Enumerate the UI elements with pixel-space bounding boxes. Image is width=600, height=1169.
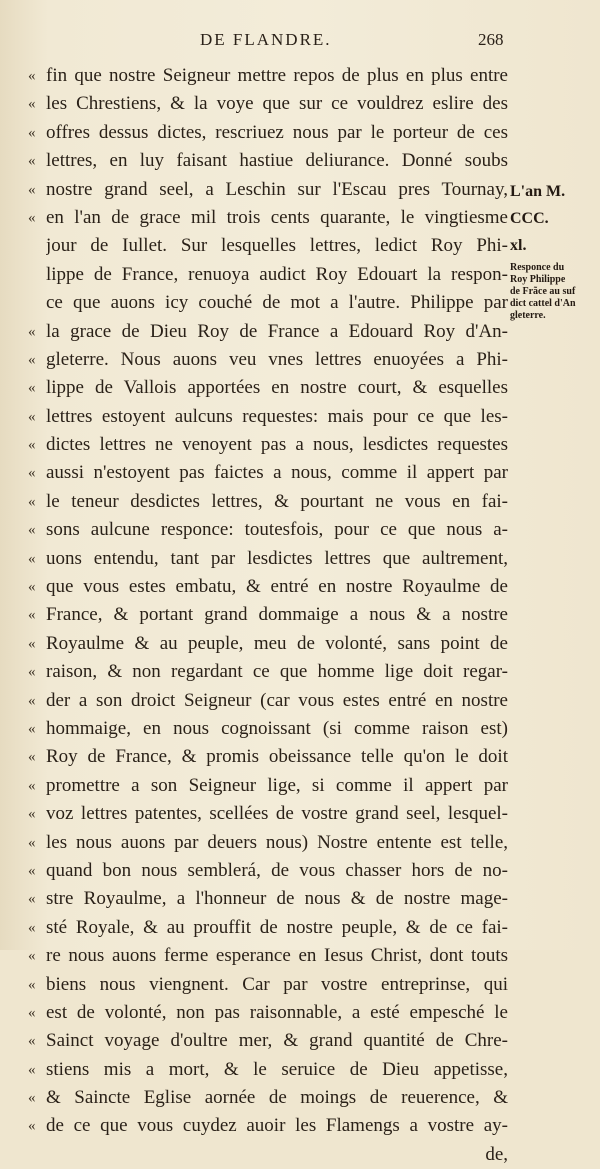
margin-date-line: L'an M.: [510, 183, 566, 200]
line-text: sons aulcune responce: toutesfois, pour ce que nous a-: [46, 519, 508, 541]
quotation-mark: «: [28, 976, 36, 993]
text-line: [28, 374, 508, 402]
line-text: raison, & non regardant ce que homme lige doit regar-: [46, 661, 508, 683]
line-text: sté Royale, & au prouffit de nostre peuple, & de ce fai-: [46, 916, 508, 938]
quotation-mark: «: [28, 153, 36, 170]
line-text: nostre grand seel, a Leschin sur l'Escau pres Tournay,: [46, 178, 508, 200]
text-line: [28, 715, 508, 743]
line-text: quand bon nous semblerá, de vous chasser hors de no-: [46, 859, 508, 881]
text-line: [28, 829, 508, 857]
quotation-mark: «: [28, 124, 36, 141]
quotation-mark: «: [28, 919, 36, 936]
line-text: lettres, en luy faisant hastiue deliurance. Donné soubs: [46, 150, 508, 172]
line-text: de,: [485, 1143, 508, 1165]
text-line: [28, 261, 508, 289]
line-text: Royaulme & au peuple, meu de volonté, sans point de: [46, 632, 508, 654]
line-text: Sainct voyage d'oultre mer, & grand quantité de Chre-: [46, 1030, 508, 1052]
text-line: [28, 62, 508, 90]
text-line: [28, 459, 508, 487]
quotation-mark: «: [28, 351, 36, 368]
quotation-mark: «: [28, 891, 36, 908]
line-text: gleterre. Nous auons veu vnes lettres enuoyées a Phi-: [46, 348, 508, 370]
line-text: der a son droict Seigneur (car vous estes entré en nostre: [46, 689, 508, 711]
line-text: dictes lettres ne venoyent pas a nous, lesdictes requestes: [46, 434, 508, 456]
line-text: hommaige, en nous cognoissant (si comme raison est): [46, 717, 508, 739]
quotation-mark: «: [28, 607, 36, 624]
text-line: [28, 1056, 508, 1084]
text-line: [28, 431, 508, 459]
margin-note-line: Responce du: [510, 262, 565, 273]
text-line: [28, 743, 508, 771]
running-title: DE FLANDRE.: [200, 30, 332, 49]
margin-note-line: gleterre.: [510, 310, 546, 321]
text-line: [28, 1027, 508, 1055]
line-text: jour de Iullet. Sur lesquelles lettres, ledict Roy Phi-: [46, 235, 508, 257]
quotation-mark: «: [28, 493, 36, 510]
text-line: [28, 176, 508, 204]
quotation-mark: «: [28, 806, 36, 823]
line-text: les Chrestiens, & la voye que sur ce vouldrez eslire des: [46, 93, 508, 115]
quotation-mark: «: [28, 777, 36, 794]
text-line: [28, 630, 508, 658]
line-text: la grace de Dieu Roy de France a Edouard Roy d'An-: [46, 320, 508, 342]
margin-date-line: xl.: [510, 237, 527, 254]
body-text: [28, 62, 508, 1169]
page-number: 268: [478, 30, 504, 49]
line-text: promettre a son Seigneur lige, si comme il appert par: [46, 774, 508, 796]
quotation-mark: «: [28, 437, 36, 454]
text-line: [28, 885, 508, 913]
quotation-mark: «: [28, 948, 36, 965]
line-text: en l'an de grace mil trois cents quarante, le vingtiesme: [46, 206, 508, 228]
line-text: le teneur desdictes lettres, & pourtant ne vous en fai-: [46, 490, 508, 512]
quotation-mark: «: [28, 96, 36, 113]
text-line: [28, 971, 508, 999]
text-line: [28, 942, 508, 970]
line-text: est de volonté, non pas raisonnable, a esté empesché le: [46, 1001, 508, 1023]
text-line: [28, 545, 508, 573]
line-text: fin que nostre Seigneur mettre repos de plus en plus entre: [46, 65, 508, 86]
quotation-mark: «: [28, 1118, 36, 1135]
quotation-mark: «: [28, 664, 36, 681]
margin-date-line: CCC.: [510, 210, 549, 227]
line-text: aussi n'estoyent pas faictes a nous, comme il appert par: [46, 462, 508, 484]
quotation-mark: «: [28, 834, 36, 851]
text-line: [28, 1084, 508, 1112]
quotation-mark: «: [28, 465, 36, 482]
text-line: [28, 119, 508, 147]
marginal-date-note: [510, 178, 600, 259]
text-line: [28, 573, 508, 601]
margin-note-line: Roy Philippe: [510, 274, 566, 285]
quotation-mark: «: [28, 323, 36, 340]
quotation-mark: «: [28, 68, 36, 84]
margin-note-line: dict cattel d'An: [510, 298, 576, 309]
line-text: re nous auons ferme esperance en Iesus Christ, dont touts: [46, 945, 508, 967]
quotation-mark: «: [28, 1061, 36, 1078]
line-text: voz lettres patentes, scellées de vostre grand seel, lesquel-: [46, 803, 508, 825]
text-line: [28, 232, 508, 260]
quotation-mark: «: [28, 380, 36, 397]
line-text: uons entendu, tant par lesdictes lettres que aultrement,: [46, 547, 508, 569]
line-text: & Saincte Eglise aornée de moings de reuerence, &: [46, 1087, 508, 1109]
text-line: [28, 403, 508, 431]
line-text: ce que auons icy couché de mot a l'autre. Philippe par: [46, 292, 508, 314]
text-line: [28, 318, 508, 346]
text-line: [28, 1141, 508, 1169]
text-line: [28, 204, 508, 232]
marginal-summary-note: [510, 262, 600, 322]
text-line: [28, 658, 508, 686]
quotation-mark: «: [28, 692, 36, 709]
line-text: France, & portant grand dommaige a nous & a nostre: [46, 604, 508, 626]
margin-note-line: de Frãce au suf: [510, 286, 576, 297]
text-line: [28, 289, 508, 317]
quotation-mark: «: [28, 1004, 36, 1021]
line-text: que vous estes embatu, & entré en nostre Royaulme de: [46, 576, 508, 598]
quotation-mark: «: [28, 635, 36, 652]
quotation-mark: «: [28, 862, 36, 879]
line-text: lippe de Vallois apportées en nostre court, & esquelles: [46, 377, 508, 399]
line-text: lettres estoyent aulcuns requestes: mais pour ce que les-: [46, 405, 508, 427]
line-text: stre Royaulme, a l'honneur de nous & de nostre mage-: [46, 888, 508, 910]
quotation-mark: «: [28, 1033, 36, 1050]
text-line: [28, 914, 508, 942]
text-line: [28, 90, 508, 118]
text-line: [28, 687, 508, 715]
text-line: [28, 147, 508, 175]
text-line: [28, 772, 508, 800]
quotation-mark: «: [28, 1090, 36, 1107]
quotation-mark: «: [28, 522, 36, 539]
text-line: [28, 601, 508, 629]
text-line: [28, 857, 508, 885]
line-text: biens nous viengnent. Car par vostre entreprinse, qui: [46, 973, 508, 995]
text-line: [28, 346, 508, 374]
page-header: [0, 30, 600, 54]
line-text: Roy de France, & promis obeissance telle qu'on le doit: [46, 746, 508, 768]
text-line: [28, 999, 508, 1027]
quotation-mark: «: [28, 550, 36, 567]
quotation-mark: «: [28, 579, 36, 596]
quotation-mark: «: [28, 408, 36, 425]
line-text: lippe de France, renuoya audict Roy Edouart la respon-: [46, 263, 508, 285]
line-text: offres dessus dictes, rescriuez nous par le porteur de ces: [46, 121, 508, 143]
text-line: [28, 1112, 508, 1140]
line-text: les nous auons par deuers nous) Nostre entente est telle,: [46, 831, 508, 853]
quotation-mark: «: [28, 720, 36, 737]
line-text: stiens mis a mort, & le seruice de Dieu appetisse,: [46, 1058, 508, 1080]
quotation-mark: «: [28, 749, 36, 766]
quotation-mark: «: [28, 209, 36, 226]
text-line: [28, 488, 508, 516]
text-line: [28, 516, 508, 544]
line-text: de ce que vous cuydez auoir les Flamengs a vostre ay-: [46, 1115, 508, 1137]
quotation-mark: «: [28, 181, 36, 198]
text-line: [28, 800, 508, 828]
